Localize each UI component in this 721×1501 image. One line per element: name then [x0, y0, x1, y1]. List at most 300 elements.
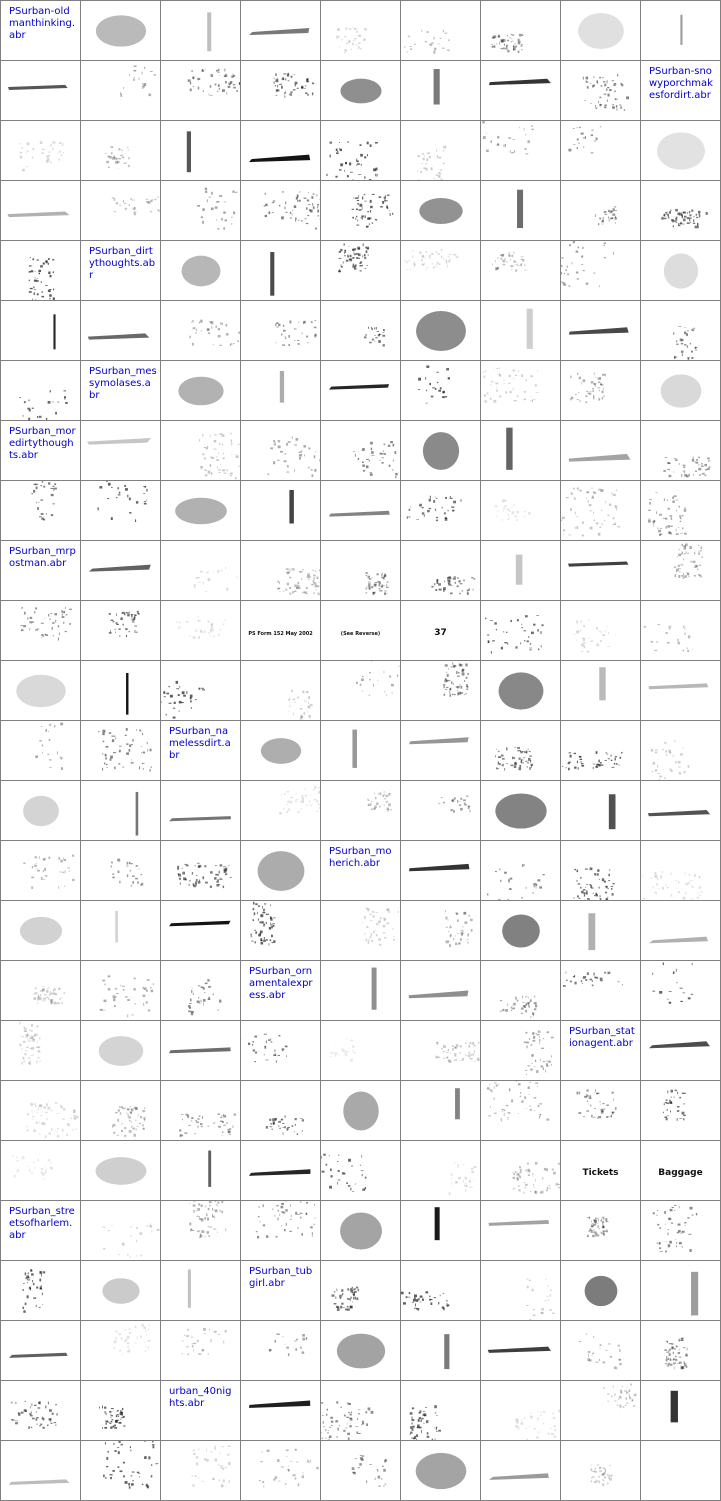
brush-thumbnail[interactable] — [641, 421, 721, 481]
brush-preview-image — [241, 721, 320, 780]
brush-preview-image — [1, 1381, 80, 1440]
brush-preview-image — [561, 1441, 640, 1500]
brush-thumbnail[interactable] — [81, 541, 161, 601]
brush-preview-image — [321, 481, 400, 540]
brush-thumbnail[interactable] — [481, 1141, 561, 1201]
brush-thumbnail[interactable] — [241, 301, 321, 361]
brush-thumbnail[interactable] — [561, 361, 641, 421]
brush-thumbnail[interactable] — [241, 421, 321, 481]
brush-thumbnail[interactable] — [241, 1381, 321, 1441]
brush-thumbnail[interactable] — [1, 1441, 81, 1501]
brush-thumbnail[interactable] — [481, 1201, 561, 1261]
brush-thumbnail[interactable] — [81, 961, 161, 1021]
brush-thumbnail[interactable] — [481, 481, 561, 541]
brush-thumbnail[interactable] — [81, 181, 161, 241]
brush-preview-image — [1, 61, 80, 120]
brush-thumbnail[interactable] — [321, 661, 401, 721]
brush-set-link[interactable]: PSurban_moredirtythoughts.abr — [9, 426, 76, 461]
brush-thumbnail[interactable] — [241, 1081, 321, 1141]
brush-thumbnail[interactable] — [81, 901, 161, 961]
brush-preview-image — [401, 721, 480, 780]
brush-thumbnail[interactable] — [321, 301, 401, 361]
brush-thumbnail[interactable] — [641, 1321, 721, 1381]
brush-preview-image — [161, 1, 240, 60]
brush-thumbnail[interactable] — [1, 781, 81, 841]
brush-thumbnail[interactable] — [161, 1261, 241, 1321]
brush-thumbnail[interactable] — [161, 781, 241, 841]
brush-preview-image — [561, 61, 640, 120]
brush-thumbnail[interactable] — [241, 481, 321, 541]
brush-thumbnail[interactable] — [401, 1021, 481, 1081]
brush-thumbnail[interactable] — [481, 61, 561, 121]
brush-thumbnail[interactable] — [321, 961, 401, 1021]
brush-thumbnail[interactable] — [321, 1201, 401, 1261]
brush-thumbnail[interactable] — [561, 481, 641, 541]
brush-thumbnail[interactable] — [561, 1, 641, 61]
brush-thumbnail[interactable] — [81, 1081, 161, 1141]
brush-thumbnail[interactable] — [561, 541, 641, 601]
brush-preview-image — [481, 421, 560, 480]
brush-thumbnail[interactable] — [401, 121, 481, 181]
brush-thumbnail[interactable] — [561, 841, 641, 901]
brush-thumbnail[interactable] — [401, 841, 481, 901]
brush-thumbnail[interactable] — [1, 241, 81, 301]
brush-preview-image — [161, 781, 240, 840]
brush-thumbnail[interactable] — [161, 241, 241, 301]
brush-thumbnail[interactable] — [321, 1081, 401, 1141]
brush-thumbnail[interactable] — [81, 121, 161, 181]
brush-set-link[interactable]: PSurban_stationagent.abr — [569, 1026, 635, 1049]
brush-thumbnail[interactable] — [161, 1441, 241, 1501]
brush-thumbnail[interactable] — [401, 1, 481, 61]
brush-preview-image — [1, 361, 80, 420]
brush-thumbnail[interactable] — [481, 361, 561, 421]
brush-preview-image — [161, 901, 240, 960]
brush-preview-image — [1, 1261, 80, 1320]
brush-preview-image — [161, 421, 240, 480]
brush-thumbnail[interactable] — [641, 1381, 721, 1441]
brush-preview-image — [161, 361, 240, 420]
brush-preview-image — [321, 961, 400, 1020]
brush-preview-image — [321, 1381, 400, 1440]
brush-thumbnail[interactable] — [401, 721, 481, 781]
brush-thumbnail[interactable] — [161, 421, 241, 481]
brush-thumbnail[interactable] — [81, 1141, 161, 1201]
brush-thumbnail[interactable] — [81, 841, 161, 901]
brush-thumbnail[interactable] — [1, 121, 81, 181]
brush-thumbnail[interactable] — [481, 301, 561, 361]
brush-thumbnail[interactable] — [401, 421, 481, 481]
brush-thumbnail[interactable] — [161, 121, 241, 181]
brush-set-link[interactable]: PSurban-oldmanthinking.abr — [9, 6, 76, 41]
brush-thumbnail[interactable] — [241, 241, 321, 301]
brush-thumbnail[interactable] — [81, 421, 161, 481]
brush-preview-image — [161, 181, 240, 240]
brush-thumbnail[interactable] — [1, 1141, 81, 1201]
brush-thumbnail[interactable] — [81, 301, 161, 361]
brush-preview-image — [481, 241, 560, 300]
brush-thumbnail[interactable] — [161, 1021, 241, 1081]
brush-preview-image — [1, 301, 80, 360]
brush-thumbnail[interactable] — [81, 661, 161, 721]
brush-preview-image — [401, 901, 480, 960]
brush-thumbnail[interactable] — [81, 1261, 161, 1321]
brush-set-link[interactable]: urban_40nights.abr — [169, 1386, 232, 1409]
brush-preview-image — [161, 121, 240, 180]
brush-thumbnail[interactable] — [241, 1321, 321, 1381]
brush-preview-image — [241, 421, 320, 480]
brush-thumbnail[interactable] — [161, 1321, 241, 1381]
brush-thumbnail[interactable] — [241, 361, 321, 421]
brush-thumbnail[interactable] — [321, 421, 401, 481]
brush-thumbnail[interactable] — [561, 1321, 641, 1381]
brush-thumbnail[interactable] — [161, 1201, 241, 1261]
brush-thumbnail[interactable] — [641, 1141, 721, 1201]
brush-preview-image — [241, 1021, 320, 1080]
brush-preview-image — [81, 1081, 160, 1140]
brush-thumbnail[interactable] — [241, 541, 321, 601]
brush-preview-image — [241, 301, 320, 360]
brush-thumbnail[interactable] — [641, 481, 721, 541]
brush-preview-image — [641, 1081, 720, 1140]
brush-thumbnail[interactable] — [321, 901, 401, 961]
brush-thumbnail[interactable] — [401, 61, 481, 121]
brush-thumbnail[interactable] — [401, 1201, 481, 1261]
brush-thumbnail[interactable] — [641, 121, 721, 181]
brush-thumbnail[interactable] — [1, 181, 81, 241]
brush-set-link[interactable]: PSurban_namelessdirt.abr — [169, 726, 231, 761]
brush-thumbnail[interactable] — [81, 1441, 161, 1501]
brush-thumbnail[interactable] — [161, 61, 241, 121]
brush-thumbnail[interactable] — [481, 601, 561, 661]
brush-thumbnail[interactable] — [481, 1081, 561, 1141]
brush-preview-image — [241, 601, 320, 660]
brush-thumbnail[interactable] — [1, 1081, 81, 1141]
brush-thumbnail[interactable] — [241, 121, 321, 181]
brush-preview-text: Tickets — [582, 1168, 619, 1178]
brush-thumbnail[interactable] — [241, 1141, 321, 1201]
brush-thumbnail[interactable] — [321, 1321, 401, 1381]
brush-preview-image — [401, 1081, 480, 1140]
brush-thumbnail[interactable] — [641, 661, 721, 721]
brush-preview-image — [321, 901, 400, 960]
brush-set-link[interactable]: PSurban_mrpostman.abr — [9, 546, 76, 569]
brush-preview-image — [401, 1021, 480, 1080]
brush-thumbnail[interactable] — [561, 1261, 641, 1321]
brush-preview-image — [81, 601, 160, 660]
brush-thumbnail[interactable] — [161, 1141, 241, 1201]
brush-thumbnail[interactable] — [241, 781, 321, 841]
brush-thumbnail[interactable] — [1, 1381, 81, 1441]
brush-thumbnail[interactable] — [161, 1, 241, 61]
brush-thumbnail[interactable] — [481, 901, 561, 961]
brush-thumbnail[interactable] — [401, 1261, 481, 1321]
brush-set-link-cell — [321, 841, 401, 901]
brush-thumbnail[interactable] — [321, 481, 401, 541]
brush-thumbnail[interactable] — [401, 1081, 481, 1141]
brush-thumbnail[interactable] — [561, 241, 641, 301]
brush-thumbnail[interactable] — [561, 601, 641, 661]
brush-preview-image — [401, 1441, 480, 1500]
brush-thumbnail[interactable] — [321, 1141, 401, 1201]
brush-thumbnail[interactable] — [641, 781, 721, 841]
brush-thumbnail[interactable] — [641, 1201, 721, 1261]
brush-thumbnail[interactable] — [1, 841, 81, 901]
brush-thumbnail[interactable] — [561, 901, 641, 961]
brush-thumbnail[interactable] — [1, 721, 81, 781]
brush-thumbnail[interactable] — [561, 1141, 641, 1201]
brush-thumbnail[interactable] — [161, 961, 241, 1021]
brush-preview-image — [561, 1381, 640, 1440]
brush-thumbnail[interactable] — [401, 301, 481, 361]
brush-thumbnail[interactable] — [401, 661, 481, 721]
brush-thumbnail[interactable] — [1, 1261, 81, 1321]
brush-preview-image — [561, 121, 640, 180]
brush-thumbnail[interactable] — [1, 301, 81, 361]
brush-thumbnail[interactable] — [641, 1, 721, 61]
brush-thumbnail[interactable] — [401, 1441, 481, 1501]
brush-thumbnail[interactable] — [481, 841, 561, 901]
brush-thumbnail[interactable] — [81, 1, 161, 61]
brush-thumbnail[interactable] — [401, 781, 481, 841]
brush-thumbnail[interactable] — [81, 61, 161, 121]
brush-preview-image — [401, 61, 480, 120]
brush-thumbnail[interactable] — [401, 361, 481, 421]
brush-thumbnail[interactable] — [161, 841, 241, 901]
brush-set-link[interactable]: PSurban_ornamentalexpress.abr — [249, 966, 313, 1001]
brush-preview-image — [561, 721, 640, 780]
brush-thumbnail[interactable] — [321, 241, 401, 301]
brush-thumbnail[interactable] — [641, 961, 721, 1021]
brush-thumbnail[interactable] — [1, 601, 81, 661]
brush-thumbnail[interactable] — [481, 781, 561, 841]
brush-thumbnail[interactable] — [561, 301, 641, 361]
brush-thumbnail[interactable] — [641, 241, 721, 301]
brush-preview-image — [1, 841, 80, 900]
brush-set-link[interactable]: PSurban-snowyporchmakesfordirt.abr — [649, 66, 713, 101]
brush-thumbnail[interactable] — [321, 1021, 401, 1081]
brush-thumbnail[interactable] — [561, 421, 641, 481]
brush-thumbnail[interactable] — [561, 61, 641, 121]
brush-thumbnail[interactable] — [241, 841, 321, 901]
brush-thumbnail[interactable] — [241, 601, 321, 661]
brush-thumbnail[interactable] — [81, 721, 161, 781]
brush-thumbnail[interactable] — [561, 181, 641, 241]
brush-thumbnail[interactable] — [241, 181, 321, 241]
brush-preview-image — [641, 601, 720, 660]
brush-preview-image — [561, 961, 640, 1020]
brush-preview-image — [641, 301, 720, 360]
brush-set-link-cell — [641, 61, 721, 121]
brush-thumbnail[interactable] — [401, 241, 481, 301]
brush-thumbnail[interactable] — [481, 1021, 561, 1081]
brush-preview-image — [81, 961, 160, 1020]
brush-thumbnail[interactable] — [161, 481, 241, 541]
brush-thumbnail[interactable] — [401, 181, 481, 241]
brush-thumbnail[interactable] — [401, 541, 481, 601]
brush-set-link[interactable]: PSurban_moherich.abr — [329, 846, 392, 869]
brush-preview-image — [561, 1201, 640, 1260]
brush-thumbnail[interactable] — [401, 601, 481, 661]
brush-thumbnail[interactable] — [321, 1441, 401, 1501]
brush-thumbnail[interactable] — [481, 241, 561, 301]
brush-thumbnail[interactable] — [481, 121, 561, 181]
brush-thumbnail[interactable] — [481, 421, 561, 481]
brush-thumbnail[interactable] — [641, 721, 721, 781]
brush-thumbnail[interactable] — [401, 901, 481, 961]
brush-preview-image — [1, 901, 80, 960]
brush-thumbnail[interactable] — [321, 541, 401, 601]
brush-thumbnail[interactable] — [321, 601, 401, 661]
brush-thumbnail[interactable] — [161, 181, 241, 241]
brush-thumbnail[interactable] — [641, 1021, 721, 1081]
brush-preview-image — [241, 1, 320, 60]
brush-thumbnail[interactable] — [1, 361, 81, 421]
brush-thumbnail[interactable] — [401, 481, 481, 541]
brush-thumbnail[interactable] — [81, 1381, 161, 1441]
brush-thumbnail[interactable] — [481, 1261, 561, 1321]
brush-thumbnail[interactable] — [241, 1441, 321, 1501]
brush-preview-image — [161, 841, 240, 900]
brush-thumbnail[interactable] — [641, 1261, 721, 1321]
brush-thumbnail[interactable] — [481, 1381, 561, 1441]
brush-preview-image — [561, 901, 640, 960]
brush-thumbnail[interactable] — [481, 541, 561, 601]
brush-thumbnail[interactable] — [321, 1261, 401, 1321]
brush-thumbnail[interactable] — [641, 541, 721, 601]
brush-thumbnail[interactable] — [321, 121, 401, 181]
brush-thumbnail[interactable] — [401, 961, 481, 1021]
brush-thumbnail[interactable] — [481, 181, 561, 241]
brush-thumbnail[interactable] — [161, 301, 241, 361]
brush-thumbnail[interactable] — [161, 901, 241, 961]
brush-thumbnail[interactable] — [81, 1201, 161, 1261]
brush-thumbnail[interactable] — [1, 901, 81, 961]
brush-thumbnail[interactable] — [321, 781, 401, 841]
brush-thumbnail[interactable] — [561, 1201, 641, 1261]
brush-preview-image — [81, 61, 160, 120]
brush-thumbnail[interactable] — [641, 301, 721, 361]
brush-thumbnail[interactable] — [481, 1441, 561, 1501]
brush-preview-image — [1, 1081, 80, 1140]
brush-set-link[interactable]: PSurban_streetsofharlem.abr — [9, 1206, 75, 1241]
brush-preview-image — [81, 661, 160, 720]
brush-thumbnail[interactable] — [321, 181, 401, 241]
brush-thumbnail[interactable] — [161, 601, 241, 661]
brush-thumbnail[interactable] — [241, 1021, 321, 1081]
brush-set-link[interactable]: PSurban_tubgirl.abr — [249, 1266, 313, 1289]
brush-thumbnail[interactable] — [401, 1141, 481, 1201]
brush-thumbnail[interactable] — [161, 1081, 241, 1141]
brush-thumbnail[interactable] — [321, 361, 401, 421]
brush-preview-image — [241, 1081, 320, 1140]
brush-preview-image — [161, 1261, 240, 1320]
brush-thumbnail[interactable] — [641, 181, 721, 241]
brush-preview-image — [81, 781, 160, 840]
brush-set-link[interactable]: PSurban_dirtythoughts.abr — [89, 246, 156, 281]
brush-preview-image — [641, 961, 720, 1020]
brush-preview-text: Baggage — [658, 1168, 703, 1178]
brush-thumbnail[interactable] — [241, 61, 321, 121]
brush-preview-image — [161, 61, 240, 120]
brush-thumbnail[interactable] — [561, 1381, 641, 1441]
brush-thumbnail[interactable] — [641, 1081, 721, 1141]
brush-preview-image — [481, 1021, 560, 1080]
brush-preview-image — [1, 961, 80, 1020]
brush-thumbnail[interactable] — [81, 1321, 161, 1381]
brush-thumbnail[interactable] — [161, 361, 241, 421]
brush-thumbnail[interactable] — [241, 1, 321, 61]
brush-thumbnail[interactable] — [1, 61, 81, 121]
brush-preview-image — [241, 241, 320, 300]
brush-thumbnail[interactable] — [401, 1321, 481, 1381]
brush-thumbnail[interactable] — [561, 721, 641, 781]
brush-preview-image — [161, 481, 240, 540]
brush-thumbnail[interactable] — [1, 961, 81, 1021]
brush-thumbnail[interactable] — [241, 901, 321, 961]
brush-thumbnail[interactable] — [241, 661, 321, 721]
brush-preview-image — [1, 181, 80, 240]
brush-thumbnail[interactable] — [481, 721, 561, 781]
brush-thumbnail[interactable] — [481, 961, 561, 1021]
brush-thumbnail[interactable] — [641, 901, 721, 961]
brush-preview-image — [321, 1441, 400, 1500]
brush-preview-image — [481, 1441, 560, 1500]
brush-thumbnail[interactable] — [241, 721, 321, 781]
brush-thumbnail[interactable] — [1, 481, 81, 541]
brush-thumbnail[interactable] — [1, 1321, 81, 1381]
brush-preview-image — [321, 1081, 400, 1140]
brush-thumbnail[interactable] — [321, 721, 401, 781]
brush-thumbnail[interactable] — [481, 1, 561, 61]
brush-thumbnail[interactable] — [241, 1201, 321, 1261]
brush-thumbnail[interactable] — [321, 1381, 401, 1441]
brush-thumbnail[interactable] — [481, 661, 561, 721]
brush-preview-image — [241, 1441, 320, 1500]
brush-preview-image — [321, 1141, 400, 1200]
brush-thumbnail[interactable] — [561, 661, 641, 721]
brush-preview-image — [321, 1201, 400, 1260]
brush-preview-image — [241, 361, 320, 420]
brush-thumbnail[interactable] — [641, 361, 721, 421]
brush-preview-image — [321, 781, 400, 840]
brush-set-link[interactable]: PSurban_messymolases.abr — [89, 366, 157, 401]
brush-thumbnail[interactable] — [161, 661, 241, 721]
brush-preview-image — [481, 181, 560, 240]
brush-thumbnail[interactable] — [561, 1081, 641, 1141]
brush-thumbnail[interactable] — [561, 961, 641, 1021]
brush-thumbnail[interactable] — [81, 781, 161, 841]
brush-thumbnail[interactable] — [1, 661, 81, 721]
brush-thumbnail[interactable] — [1, 1021, 81, 1081]
brush-thumbnail[interactable] — [641, 841, 721, 901]
brush-preview-text: (See Reverse) — [340, 631, 381, 637]
brush-thumbnail[interactable] — [161, 541, 241, 601]
brush-preview-image — [401, 121, 480, 180]
brush-thumbnail[interactable] — [561, 121, 641, 181]
brush-thumbnail[interactable] — [401, 1381, 481, 1441]
brush-thumbnail[interactable] — [81, 481, 161, 541]
brush-thumbnail[interactable] — [641, 601, 721, 661]
brush-thumbnail[interactable] — [81, 601, 161, 661]
brush-preview-image — [241, 1141, 320, 1200]
brush-thumbnail[interactable] — [81, 1021, 161, 1081]
brush-thumbnail[interactable] — [321, 61, 401, 121]
brush-thumbnail[interactable] — [561, 781, 641, 841]
brush-thumbnail[interactable] — [481, 1321, 561, 1381]
brush-thumbnail[interactable] — [321, 1, 401, 61]
brush-thumbnail[interactable] — [561, 1441, 641, 1501]
